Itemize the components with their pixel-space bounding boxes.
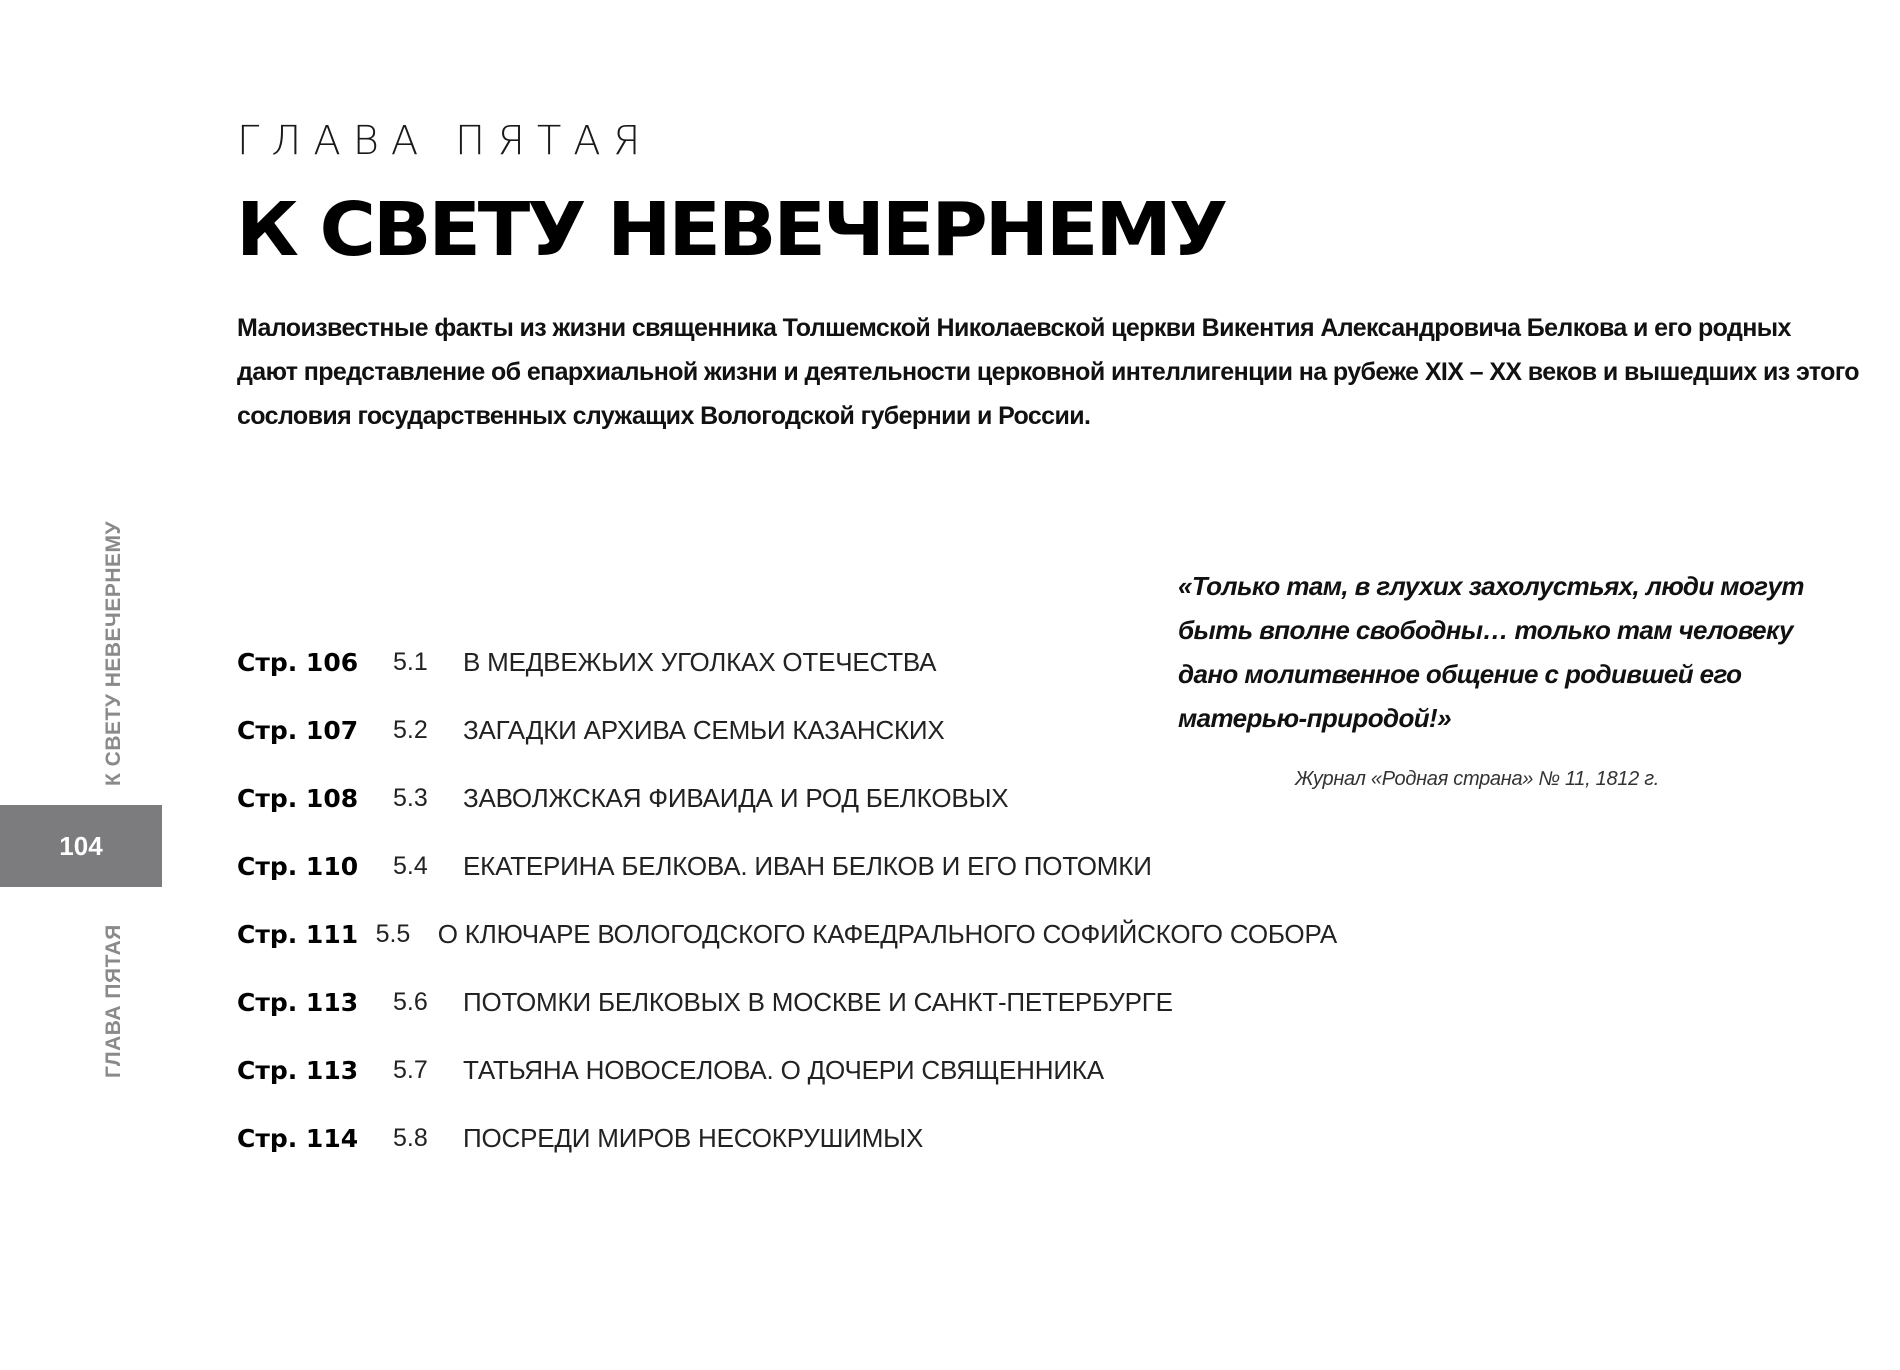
toc-page-ref: Стр. 113 [237,987,359,1017]
toc-entry[interactable] [237,1036,1337,1104]
page-number-tab [0,805,162,887]
quote-source: Журнал «Родная страна» № 11, 1812 г. [1295,768,1660,790]
epigraph-quote [1178,564,1804,740]
quote-line: быть вполне свободны… только там человеку [1178,615,1793,645]
toc-section-number: 5.2 [393,715,428,744]
toc-section-number: 5.1 [393,647,428,676]
toc-entry[interactable] [237,764,1337,832]
toc-section-number: 5.8 [393,1123,428,1152]
toc-section-number: 5.3 [393,783,428,812]
toc-section-number: 5.7 [393,1055,428,1084]
toc-section-title: ЗАВОЛЖСКАЯ ФИВАИДА И РОД БЕЛКОВЫХ [463,782,1009,813]
toc-section-number: 5.6 [393,987,428,1016]
running-title-chapter-name: К СВЕТУ НЕВЕЧЕРНЕМУ [102,520,125,786]
toc-page-ref: Стр. 106 [237,647,359,677]
chapter-title: К СВЕТУ НЕВЕЧЕРНЕМУ [236,187,1226,273]
intro-line: дают представление об епархиальной жизни и деятельности церковной интеллигенции на рубеже XIX – XX веков и вышедших из этого [237,358,1859,386]
toc-entry[interactable] [237,900,1337,968]
toc-section-title: ПОТОМКИ БЕЛКОВЫХ В МОСКВЕ И САНКТ-ПЕТЕРБУРГЕ [463,986,1173,1017]
toc-page-ref: Стр. 111 [237,919,359,949]
toc-section-title: ЗАГАДКИ АРХИВА СЕМЬИ КАЗАНСКИХ [463,714,945,745]
toc-page-ref: Стр. 114 [237,1123,359,1153]
quote-line: «Только там, в глухих захолустьях, люди могут [1178,571,1804,601]
toc-section-number: 5.5 [375,919,411,948]
chapter-label: ГЛАВА ПЯТАЯ [237,118,653,164]
toc-section-title: ПОСРЕДИ МИРОВ НЕСОКРУШИМЫХ [463,1122,924,1153]
intro-line: сословия государственных служащих Вологодской губернии и России. [237,402,1091,430]
toc-section-title: ТАТЬЯНА НОВОСЕЛОВА. О ДОЧЕРИ СВЯЩЕННИКА [463,1054,1104,1085]
toc-section-title: ЕКАТЕРИНА БЕЛКОВА. ИВАН БЕЛКОВ И ЕГО ПОТОМКИ [463,850,1152,881]
toc-section-title: О КЛЮЧАРЕ ВОЛОГОДСКОГО КАФЕДРАЛЬНОГО СОФИЙСКОГО СОБОРА [437,918,1337,949]
page-number: 104 [59,830,103,861]
toc-entry[interactable] [237,1104,1337,1172]
toc-entry[interactable] [237,832,1337,900]
toc-page-ref: Стр. 108 [237,783,359,813]
quote-line: матерью-природой!» [1178,703,1451,733]
intro-line: Малоизвестные факты из жизни священника Толшемской Николаевской церкви Викентия Александровича Белкова и его родных [237,314,1791,342]
toc-page-ref: Стр. 113 [237,1055,359,1085]
quote-line: дано молитвенное общение с родившей его [1178,659,1742,689]
toc-section-number: 5.4 [393,851,428,880]
toc-entry[interactable] [237,628,1337,696]
table-of-contents [237,628,1337,1172]
toc-entry[interactable] [237,696,1337,764]
toc-page-ref: Стр. 107 [237,715,359,745]
chapter-intro [237,306,1859,438]
running-title-chapter-label: ГЛАВА ПЯТАЯ [102,924,125,1078]
toc-entry[interactable] [237,968,1337,1036]
toc-page-ref: Стр. 110 [237,851,359,881]
toc-section-title: В МЕДВЕЖЬИХ УГОЛКАХ ОТЕЧЕСТВА [463,646,937,677]
